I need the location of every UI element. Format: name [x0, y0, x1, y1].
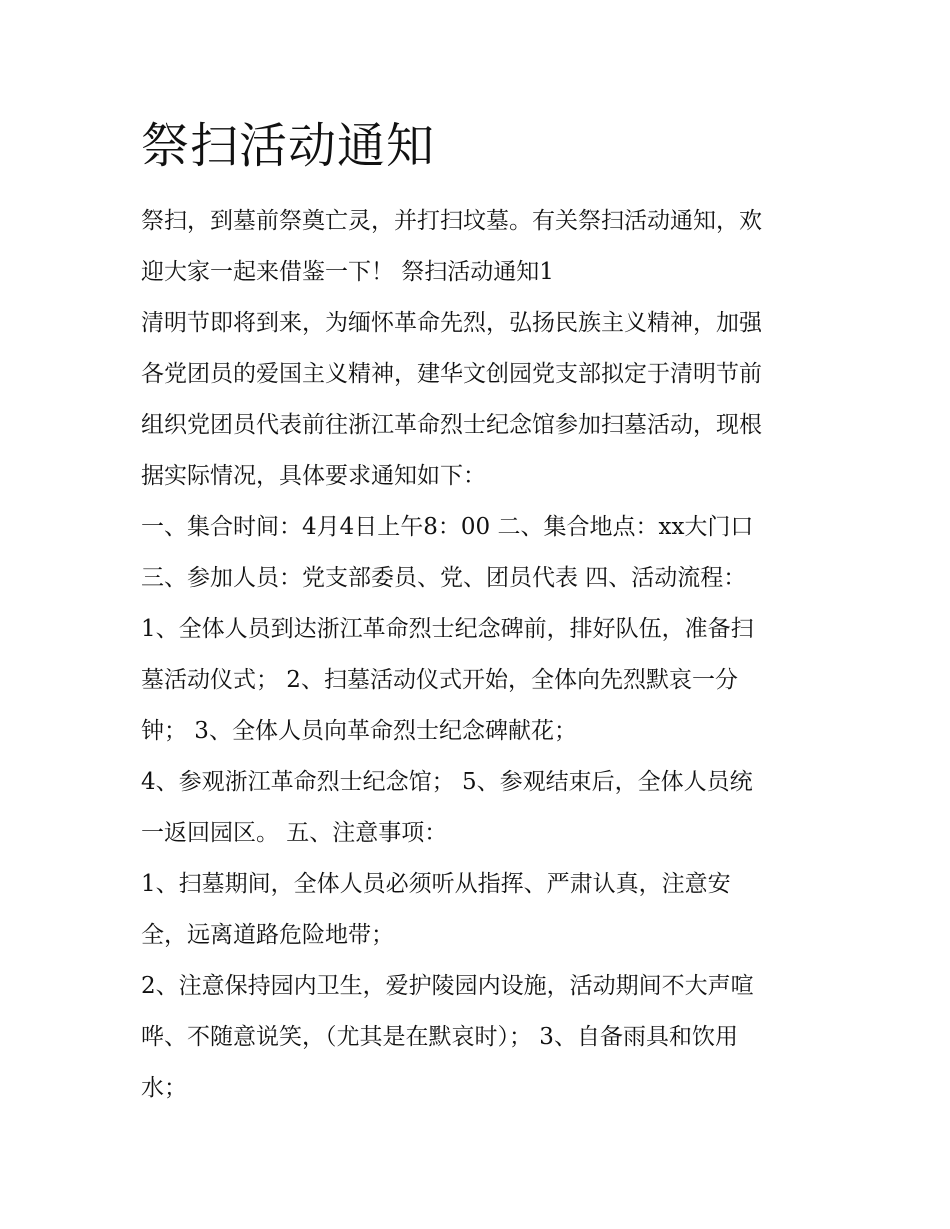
- text-line: 哗、不随意说笑，（尤其是在默哀时）； 3、自备雨具和饮用: [141, 1024, 738, 1050]
- text-line: 迎大家一起来借鉴一下！ 祭扫活动通知1: [141, 259, 554, 285]
- text-line: 钟； 3、全体人员向革命烈士纪念碑献花；: [141, 718, 577, 744]
- text-line: 水；: [141, 1075, 187, 1101]
- text-line: 祭扫，到墓前祭奠亡灵，并打扫坟墓。有关祭扫活动通知，欢: [141, 208, 762, 234]
- notice-item-2: [141, 961, 830, 1114]
- text-line: 墓活动仪式； 2、扫墓活动仪式开始，全体向先烈默哀一分: [141, 667, 738, 693]
- text-line: 组织党团员代表前往浙江革命烈士纪念馆参加扫墓活动，现根: [141, 412, 762, 438]
- text-line: 清明节即将到来，为缅怀革命先烈，弘扬民族主义精神，加强: [141, 310, 762, 336]
- document-title: 祭扫活动通知: [141, 118, 436, 174]
- notice-item-1: [141, 859, 830, 961]
- text-line: 1、扫墓期间，全体人员必须听从指挥、严肃认真，注意安: [141, 871, 731, 897]
- text-line: 1、全体人员到达浙江革命烈士纪念碑前，排好队伍，准备扫: [141, 616, 754, 642]
- text-line: 据实际情况，具体要求通知如下：: [141, 463, 486, 489]
- text-line: 一返回园区。 五、注意事项：: [141, 820, 448, 846]
- process-paragraph: [141, 604, 830, 757]
- text-line: 4、参观浙江革命烈士纪念馆； 5、参观结束后，全体人员统: [141, 769, 753, 795]
- text-line: 全，远离道路危险地带；: [141, 922, 394, 948]
- text-line: 三、参加人员：党支部委员、党、团员代表 四、活动流程：: [141, 565, 747, 591]
- intro-paragraph: [141, 196, 830, 298]
- schedule-paragraph: [141, 502, 830, 604]
- process-continued-paragraph: [141, 757, 830, 859]
- background-paragraph: [141, 298, 830, 502]
- text-line: 一、集合时间：4月4日上午8：00 二、集合地点：xx大门口: [141, 514, 754, 540]
- text-line: 2、注意保持园内卫生，爱护陵园内设施，活动期间不大声喧: [141, 973, 754, 999]
- text-line: 各党团员的爱国主义精神，建华文创园党支部拟定于清明节前: [141, 361, 762, 387]
